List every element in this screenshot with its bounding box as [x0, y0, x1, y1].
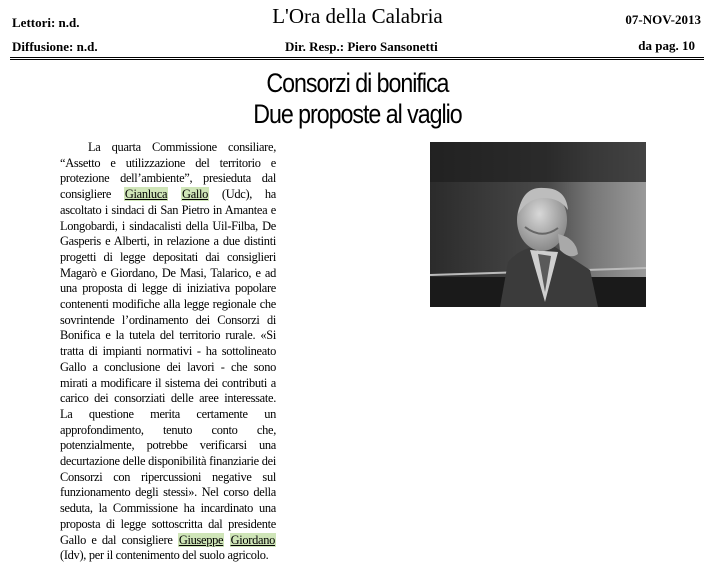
- highlighted-name: Giuseppe: [178, 532, 224, 547]
- article-space: [168, 187, 181, 201]
- headline-line-1: Consorzi di bonifica: [266, 68, 449, 98]
- highlighted-name: Giordano: [230, 532, 275, 547]
- masthead-title: L'Ora della Calabria: [272, 4, 443, 28]
- header-divider: [10, 57, 704, 58]
- readers-label: Lettori: n.d.: [12, 15, 80, 30]
- portrait-photo: [430, 142, 646, 307]
- article-body: [60, 140, 276, 564]
- page-reference: da pag. 10: [638, 38, 695, 53]
- highlighted-name: Gallo: [182, 187, 209, 202]
- circulation-label: Diffusione: n.d.: [12, 39, 98, 54]
- director-label: Dir. Resp.: Piero Sansonetti: [285, 39, 438, 54]
- highlighted-name: Gianluca: [124, 187, 168, 202]
- publication-date: 07-NOV-2013: [625, 12, 701, 27]
- header-divider-secondary: [10, 59, 704, 60]
- headline-line-2: Due proposte al vaglio: [253, 99, 462, 129]
- article-text-part-1: La quarta Commissione consiliare, “Assetto e utilizzazione del territorio e protezione dell’ambiente”, presieduta dal consigliere: [60, 140, 276, 202]
- person-portrait-icon: [430, 142, 646, 307]
- article-text-part-2: (Udc), ha ascoltato i sindaci di San Pietro in Amantea e Longobardi, i sindacalisti della Uil-Filba, De Gasperis e Alberti, in relazione a due distinti progetti di legge depositati dai consiglieri Magarò e Giordano, De Masi, Talarico, e ad una proposta di legge di iniziativa popolare contenenti modifiche alla legge regionale che sovrintende l’ordinamento dei Consorzi di Bonifica e la tutela del territorio rurale. «Si tratta di impianti normativi - ha sottolineato Gallo a conclusione dei lavori - che sono mirati a modificare il sistema dei contributi a carico dei consorziati delle aree interessate. La questione merita certamente un approfondimento, tenuto conto che, potenzialmente, potrebbe verificarsi una decurtazione delle disponibilità finanziarie dei Consorzi con ripercussioni negative sul funzionamento degli stessi». Nel corso della seduta, la Commissione ha incardinato una proposta di legge sottoscritta dal presidente Gallo e dal consigliere: [60, 187, 277, 547]
- article-space: [224, 533, 229, 547]
- article-text-part-3: (Idv), per il contenimento del suolo agricolo.: [60, 548, 269, 563]
